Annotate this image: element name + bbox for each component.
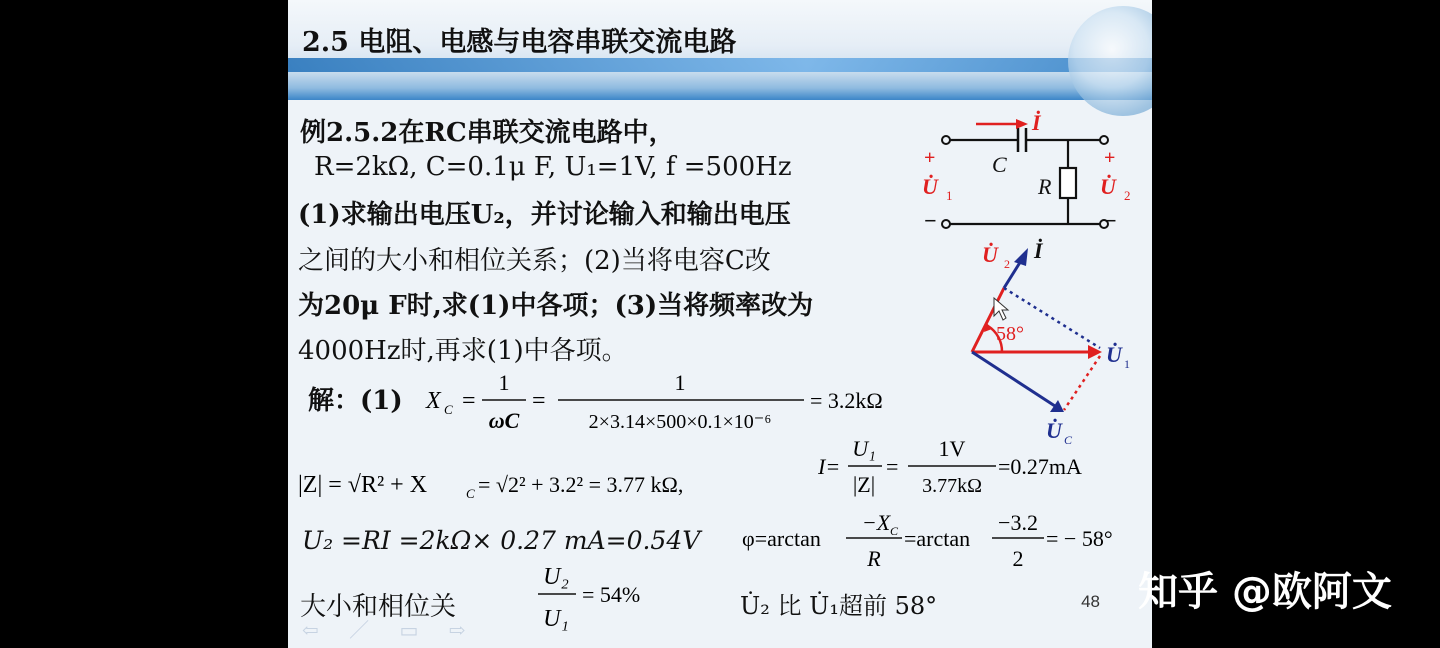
ratio-den: U₁ bbox=[543, 606, 569, 632]
xc-lhs: X bbox=[426, 388, 441, 414]
u1-label: U̇ bbox=[922, 174, 938, 199]
zhihu-watermark: 知乎 @欧阿文 bbox=[1138, 569, 1392, 615]
svg-text:1: 1 bbox=[946, 188, 953, 203]
problem-line-4: 之间的大小和相位关系；(2)当将电容C改 bbox=[298, 246, 771, 276]
phi-lhs: φ=arctan bbox=[742, 526, 821, 551]
capacitor-label: C bbox=[992, 152, 1007, 177]
ratio-equation bbox=[532, 556, 682, 638]
resistor bbox=[1060, 168, 1076, 198]
svg-text:2: 2 bbox=[1004, 257, 1010, 271]
slide-title: 2.5 电阻、电感与电容串联交流电路 bbox=[302, 27, 737, 58]
xc-frac1-den: ωC bbox=[488, 408, 520, 433]
phi-equation bbox=[742, 510, 1142, 580]
page-number: 48 bbox=[1081, 592, 1100, 611]
dotted-guide-red bbox=[1064, 356, 1100, 410]
phasor-diagram bbox=[958, 230, 1148, 452]
xc-frac2-den: 2×3.14×500×0.1×10⁻⁶ bbox=[588, 411, 772, 433]
xc-sub: C bbox=[444, 402, 453, 417]
problem-line-3: (1)求输出电压U₂，并讨论输入和输出电压 bbox=[298, 200, 791, 230]
i-result: =0.27mA bbox=[998, 454, 1082, 479]
svg-text:C: C bbox=[1064, 433, 1073, 447]
i-frac1-num: U₁ bbox=[852, 436, 876, 461]
slide bbox=[288, 0, 1152, 648]
problem-line-2: R=2kΩ, C=0.1μ F, U₁=1V, f =500Hz bbox=[314, 152, 792, 182]
u1-minus: − bbox=[924, 208, 937, 233]
svg-text:=: = bbox=[462, 388, 476, 414]
problem-line-6: 4000Hz时,再求(1)中各项。 bbox=[298, 336, 628, 366]
slide-nav-controls[interactable]: ⇦ ／ ▭ ⇨ bbox=[302, 618, 478, 642]
i-lhs: I= bbox=[818, 454, 841, 479]
current-label: İ bbox=[1032, 110, 1041, 135]
rc-circuit-diagram bbox=[916, 108, 1146, 248]
ratio-label: 大小和相位关 bbox=[300, 592, 457, 622]
xc-frac2-num: 1 bbox=[674, 370, 686, 395]
i-frac1-den: |Z| bbox=[852, 472, 876, 497]
angle-label: 58° bbox=[996, 323, 1024, 345]
phasor-uc-label: U̇ bbox=[1046, 418, 1062, 443]
lead-statement: U̇₂ 比 U̇₁超前 58° bbox=[740, 592, 938, 620]
phi-frac1-num: −X bbox=[861, 510, 891, 535]
phasor-u2-label: U̇ bbox=[982, 242, 998, 267]
svg-text:C: C bbox=[466, 486, 475, 501]
phi-frac1-den: R bbox=[867, 546, 881, 571]
resistor-label: R bbox=[1038, 174, 1052, 199]
phi-frac2-den: 2 bbox=[1012, 546, 1024, 571]
z-formula-tail: = √2² + 3.2² = 3.77 kΩ, bbox=[478, 472, 684, 497]
u2-minus: − bbox=[1104, 208, 1117, 233]
svg-text:2: 2 bbox=[1124, 188, 1131, 203]
header-wave-stripe bbox=[288, 58, 1152, 72]
xc-result: = 3.2kΩ bbox=[810, 388, 883, 413]
mouse-cursor-icon bbox=[994, 298, 1008, 320]
problem-line-5: 为20μ F时,求(1)中各项；(3)当将频率改为 bbox=[298, 291, 814, 321]
phi-result: = − 58° bbox=[1046, 526, 1113, 551]
uc-phasor bbox=[972, 352, 1058, 408]
phi-mid: =arctan bbox=[904, 526, 971, 551]
problem-line-1: 例2.5.2在RC串联交流电路中， bbox=[300, 118, 675, 148]
u2-label: U̇ bbox=[1100, 174, 1116, 199]
phi-frac2-num: −3.2 bbox=[998, 510, 1038, 535]
phasor-i-label: İ bbox=[1034, 238, 1043, 263]
phasor-u1-label: U̇ bbox=[1106, 342, 1122, 367]
ratio-num: U₂ bbox=[543, 564, 569, 590]
svg-text:1: 1 bbox=[1124, 357, 1130, 371]
i-frac2-den: 3.77kΩ bbox=[922, 475, 982, 497]
xc-frac1-num: 1 bbox=[498, 370, 510, 395]
z-equation bbox=[298, 452, 768, 512]
u1-plus: + bbox=[924, 147, 936, 169]
u2-plus: + bbox=[1104, 147, 1116, 169]
svg-text:C: C bbox=[890, 524, 899, 538]
i-frac2-num: 1V bbox=[938, 436, 966, 461]
svg-text:=: = bbox=[886, 454, 899, 479]
xc-equation bbox=[418, 362, 938, 442]
solution-label: 解：(1) bbox=[308, 386, 403, 416]
z-formula: |Z| = √R² + X bbox=[298, 472, 428, 498]
ratio-result: = 54% bbox=[582, 582, 641, 607]
svg-text:=: = bbox=[532, 388, 546, 414]
u2-equation: U₂ =RI =2kΩ× 0.27 mA=0.54V bbox=[302, 526, 701, 555]
